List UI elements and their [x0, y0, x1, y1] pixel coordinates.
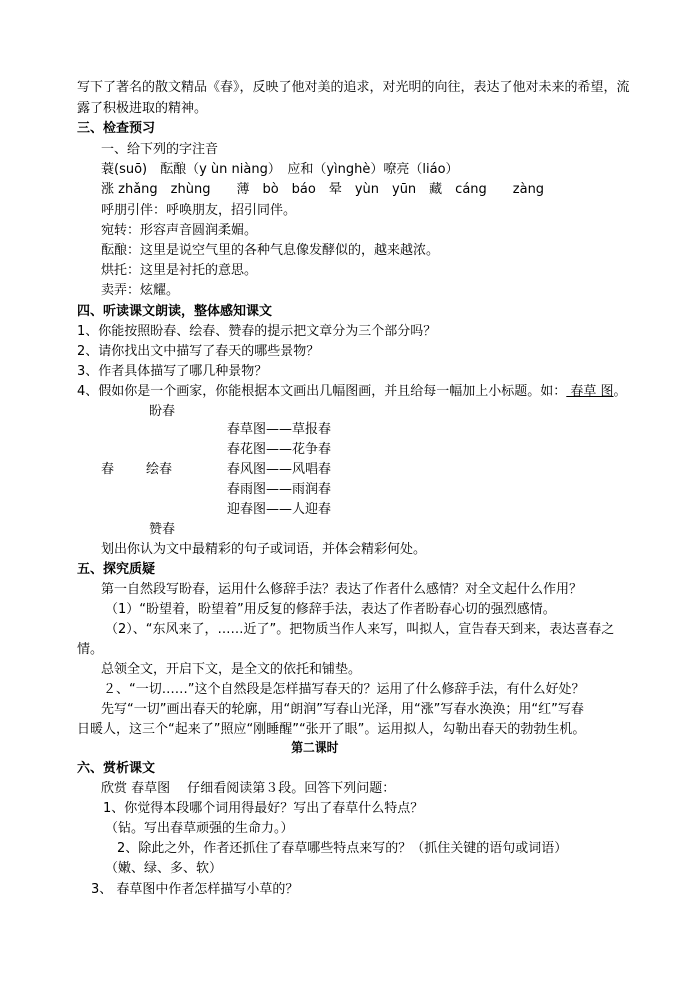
- question-4-example: 春草 图: [566, 384, 614, 399]
- section-5-para-3a: （2）、“东风来了，……近了”。把物质当作人来写，叫拟人，宣告春天到来，表达喜春之: [105, 622, 615, 637]
- section-4-heading: 四、听读课文朗读，整体感知课文: [77, 304, 273, 319]
- section-5-para-4: 总领全文，开启下文，是全文的依托和铺垫。: [101, 662, 362, 677]
- section-6-line-1: 欣赏 春草图 仔细看阅读第３段。回答下列问题：: [101, 781, 396, 796]
- tree-chun: 春: [101, 462, 115, 477]
- tree-item: 春花图——花争春: [227, 442, 332, 457]
- tree-huichun: 绘春: [146, 462, 173, 477]
- question-4-end: 。: [613, 384, 627, 399]
- pinyin-row-2: 涨 zhǎng zhùng 薄 bò báo 晕 yùn yūn 藏 cáng zàng: [101, 182, 545, 197]
- section-6-line-2: 1、你觉得本段哪个词用得最好？写出了春草什么特点？: [103, 801, 424, 816]
- section-5-para-3b: 情。: [77, 642, 104, 657]
- section-3-subheading: 一、给下列的字注音: [101, 142, 219, 157]
- section-3-heading: 三、检查预习: [77, 121, 156, 136]
- section-5-para-2: （1）“盼望着，盼望着”用反复的修辞手法，表达了作者盼春心切的强烈感情。: [105, 602, 556, 617]
- lesson-2-title: 第二课时: [291, 741, 339, 756]
- intro-line-1: 写下了著名的散文精品《春》，反映了他对美的追求，对光明的向往，表达了他对未来的希望，流: [77, 80, 630, 95]
- section-6-heading: 六、赏析课文: [77, 761, 156, 776]
- tree-item: 春雨图——雨润春: [227, 482, 332, 497]
- section-6-line-4: 2、除此之外，作者还抓住了春草哪些特点来写的？（抓住关键的语句或词语）: [117, 841, 568, 856]
- question-2: 2、请你找出文中描写了春天的哪些景物？: [77, 344, 320, 359]
- section-5-para-6a: 先写“一切”画出春天的轮廓，用“朗润”写春山光泽，用“涨”写春水涣涣；用“红”写春: [101, 702, 584, 717]
- intro-line-2: 露了积极进取的精神。: [77, 101, 208, 116]
- question-1: 1、你能按照盼春、绘春、赞春的提示把文章分为三个部分吗？: [77, 324, 437, 339]
- section-5-para-5: ２、“一切……”这个自然段是怎样描写春天的？运用了什么修辞手法，有什么好处？: [103, 682, 585, 697]
- vocab-3: 酝酿：这里是说空气里的各种气息像发酵似的，越来越浓。: [101, 243, 440, 258]
- tree-panchun: 盼春: [149, 404, 176, 419]
- pinyin-row-1: 蓑(suō) 酝酿（y ùn niàng） 应和（yìnghè）嘹亮（liáo）: [101, 162, 459, 177]
- section-5-para-6b: 日暖人，这三个“起来了”照应“刚睡醒”“张开了眼”。运用拟人，勾勒出春天的勃勃生机。: [77, 722, 586, 737]
- tree-zanchun: 赞春: [149, 522, 176, 537]
- vocab-2: 宛转：形容声音圆润柔媚。: [101, 223, 258, 238]
- tree-item: 春草图——草报春: [227, 422, 332, 437]
- section-4-task: 划出你认为文中最精彩的句子或词语，并体会精彩何处。: [101, 542, 427, 557]
- question-4: [77, 383, 627, 401]
- section-6-line-6: 3、 春草图中作者怎样描写小草的？: [91, 882, 299, 897]
- vocab-4: 烘托：这里是衬托的意思。: [101, 263, 258, 278]
- tree-item: 春风图——风唱春: [227, 462, 332, 477]
- section-5-heading: 五、探究质疑: [77, 562, 156, 577]
- question-3: 3、作者具体描写了哪几种景物？: [77, 364, 268, 379]
- question-4-text: 4、假如你是一个画家，你能根据本文画出几幅图画，并且给每一幅加上小标题。如：: [77, 384, 567, 399]
- vocab-1: 呼朋引伴：呼唤朋友，招引同伴。: [101, 203, 297, 218]
- tree-item: 迎春图——人迎春: [227, 502, 332, 517]
- section-5-para-1: 第一自然段写盼春，运用什么修辞手法？表达了作者什么感情？对全文起什么作用？: [101, 582, 583, 597]
- section-6-line-3: （钻。写出春草顽强的生命力。）: [105, 821, 294, 836]
- vocab-5: 卖弄：炫耀。: [101, 283, 180, 298]
- section-6-line-5: （嫩、绿、多、软）: [105, 861, 223, 876]
